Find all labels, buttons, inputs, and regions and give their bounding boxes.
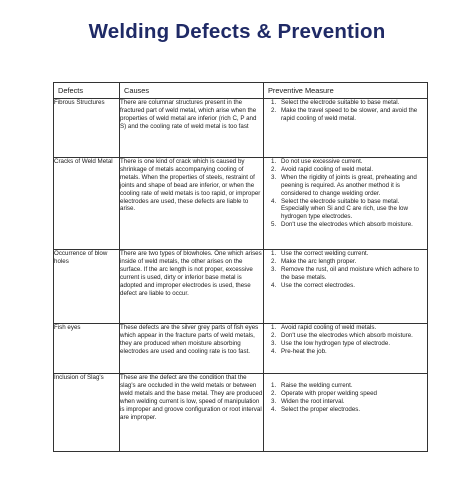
measure-item: 4. Select the proper electrodes. [271, 405, 361, 413]
defect-name: Fibrous Structures [54, 99, 105, 106]
measure-list [264, 99, 427, 123]
measure-item: 1. Do not use excessive current. [271, 158, 363, 165]
measure-item: 1. Use the correct welding current. [271, 250, 369, 257]
measure-item: 3. Remove the rust, oil and moisture which adhere to the base metals. [271, 265, 419, 281]
cause-text: These defects are the silver grey parts of fish eyes which appear in the fracture parts of weld metals, they are produced when moisture absorbing electrodes are used and cooling rate is too fast. [120, 324, 259, 355]
cause-cell [120, 324, 264, 374]
defect-name: Cracks of Weld Metal [54, 158, 113, 165]
measure-item: 2. Operate with proper welding speed [271, 389, 377, 397]
measure-item: 2. Don't use the electrodes which absorb moisture. [271, 331, 413, 339]
measure-list [264, 250, 427, 290]
table-row [54, 374, 428, 452]
measure-item: 4. Select the electrode suitable to base metal. Especially when Si and C are rich, use the low hydrogen type electrodes. [271, 197, 408, 221]
measure-item: 3. When the rigidity of joints is great, preheating and peening is required. As another method it is considered to change welding order. [271, 173, 417, 197]
defect-name: Occurrence of blow holes [54, 250, 108, 265]
cause-text: These are the defect are the condition that the slag's are occluded in the weld metals or between weld metals and the base metal. They are produced when welding current is low, speed of manipulation is improper and groove configuration or root interval are improper. [120, 374, 263, 421]
measure-list [264, 382, 427, 414]
defect-cell [54, 250, 120, 324]
table-row [54, 250, 428, 324]
cause-text: There are columnar structures present in the fractured part of weld metal, which arise when the properties of weld metal are inferior (rich C, P and S) and the cooling rate of weld metal is too fast [120, 99, 257, 130]
measure-item: 2. Make the arc length proper. [271, 257, 357, 265]
measure-item: 5. Don't use the electrodes which absorb moisture. [271, 221, 413, 229]
measure-cell [264, 374, 428, 452]
defect-cell [54, 99, 120, 158]
measure-item: 4. Pre-heat the job. [271, 347, 327, 355]
defect-name: Inclusion of Slag's [54, 374, 104, 381]
defect-cell [54, 158, 120, 250]
measure-item: 3. Use the low hydrogen type of electrode. [271, 339, 391, 347]
header-causes: Causes [120, 83, 264, 99]
measure-item: 4. Use the correct electrodes. [271, 281, 355, 289]
cause-text: There are two types of blowholes. One which arises inside of weld metals, the other arises on the surface. If the arc length is not proper, excessive current is used, dirty or inferior base metal is adopted and improper electrodes is used, these defect are liable to occur. [120, 250, 262, 297]
measure-item: 1. Raise the welding current. [271, 382, 353, 389]
measure-item: 1. Avoid rapid cooling of weld metals. [271, 324, 377, 331]
defect-cell [54, 374, 120, 452]
cause-cell [120, 99, 264, 158]
table-row [54, 324, 428, 374]
measure-cell [264, 99, 428, 158]
measure-item: 1. Select the electrode suitable to base metal. [271, 99, 400, 106]
measure-item: 2. Avoid rapid cooling of weld metal. [271, 165, 374, 173]
page-title: Welding Defects & Prevention [88, 20, 386, 43]
measure-item: 3. Widen the root interval. [271, 397, 345, 405]
table-row [54, 99, 428, 158]
cause-cell [120, 250, 264, 324]
measure-cell [264, 250, 428, 324]
table-header-row [54, 83, 428, 99]
cause-cell [120, 374, 264, 452]
measure-cell [264, 158, 428, 250]
defects-table [53, 82, 428, 452]
defect-name: Fish eyes [54, 324, 81, 331]
measure-list [264, 324, 427, 356]
header-defects: Defects [54, 83, 120, 99]
table-row [54, 158, 428, 250]
header-preventive-measure: Preventive Measure [264, 83, 428, 99]
defect-cell [54, 324, 120, 374]
cause-cell [120, 158, 264, 250]
measure-cell [264, 324, 428, 374]
measure-item: 2. Make the travel speed to be slower, and avoid the rapid cooling of weld metal. [271, 106, 418, 122]
measure-list [264, 158, 427, 229]
cause-text: There is one kind of crack which is caused by shrinkage of metals accompanying cooling of metals. When the properties of steels, restraint of joints and shape of bead are inferior, or when the cooling rate of weld metals is too rapid, or improper electrodes are used, these defects are liable to arise. [120, 158, 261, 213]
